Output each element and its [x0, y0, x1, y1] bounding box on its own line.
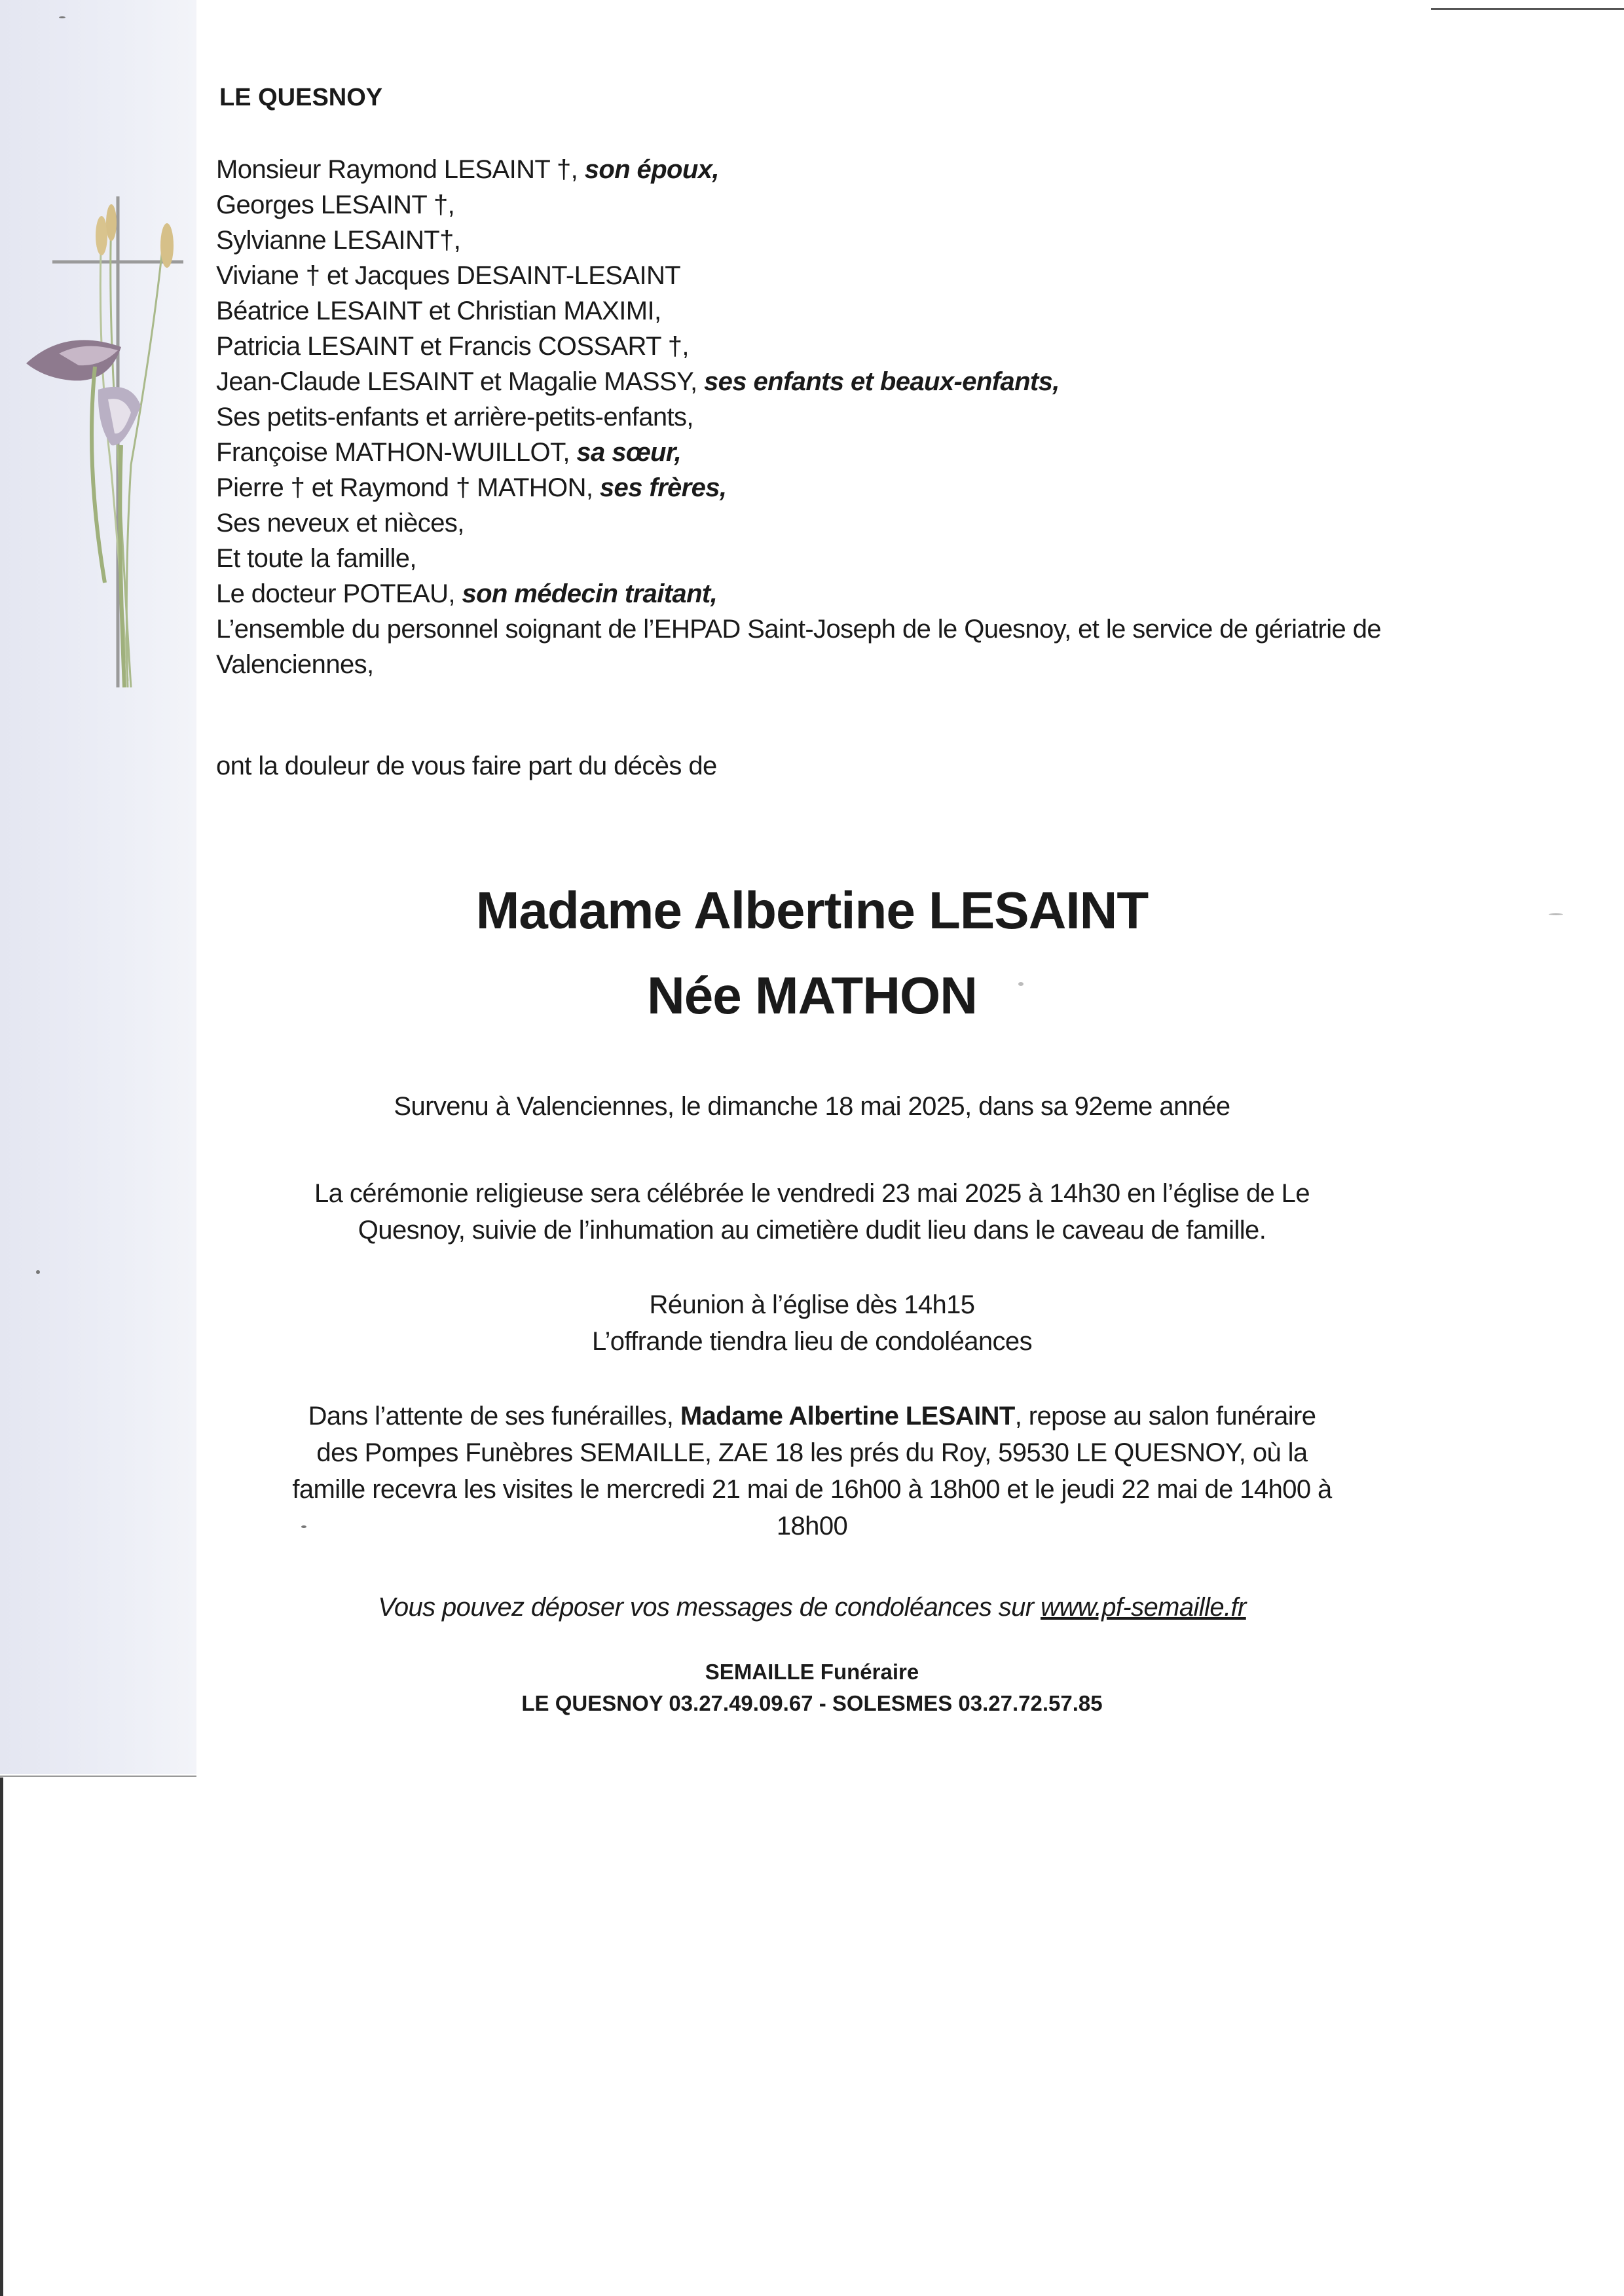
- website-link[interactable]: www.pf-semaille.fr: [1041, 1593, 1246, 1622]
- family-relation: ses enfants et beaux-enfants,: [704, 367, 1060, 396]
- family-member-name: Sylvianne LESAINT†,: [216, 226, 461, 255]
- meeting-line: L’offrande tiendra lieu de condoléances: [592, 1327, 1032, 1356]
- family-list: [216, 152, 1460, 682]
- family-member-name: Pierre † et Raymond † MATHON,: [216, 473, 600, 502]
- ceremony-line: Quesnoy, suivie de l’inhumation au cimetière dudit lieu dans le caveau de famille.: [358, 1216, 1266, 1245]
- family-member-line: [216, 611, 1460, 682]
- scan-artifact-line: [1431, 8, 1624, 10]
- family-member-line: [216, 223, 1460, 258]
- family-member-line: [216, 576, 1460, 611]
- family-member-name: Ses petits-enfants et arrière-petits-enfants,: [216, 403, 693, 431]
- viewing-info: [249, 1398, 1375, 1544]
- scan-artifact-line: [0, 1776, 196, 1777]
- family-relation: son médecin traitant,: [462, 579, 718, 608]
- company-info: [249, 1656, 1375, 1719]
- meeting-info: [249, 1286, 1375, 1360]
- scan-artifact-line: [0, 1777, 3, 2296]
- company-phones: LE QUESNOY 03.27.49.09.67 - SOLESMES 03.27.72.57.85: [521, 1691, 1103, 1715]
- viewing-line: famille recevra les visites le mercredi 21 mai de 16h00 à 18h00 et le jeudi 22 mai de 14h00 à: [292, 1475, 1332, 1504]
- condolences-info: [249, 1589, 1375, 1626]
- family-member-line: [216, 152, 1460, 187]
- family-member-name: Et toute la famille,: [216, 544, 416, 573]
- meeting-line: Réunion à l’église dès 14h15: [649, 1290, 975, 1319]
- family-member-line: [216, 329, 1460, 364]
- family-relation: son époux,: [584, 155, 719, 184]
- family-relation: sa sœur,: [576, 438, 682, 467]
- family-member-name: Ses neveux et nièces,: [216, 509, 464, 538]
- viewing-prefix: Dans l’attente de ses funérailles,: [308, 1402, 680, 1430]
- family-member-line: [216, 293, 1460, 329]
- family-member-name: L’ensemble du personnel soignant de l’EHPAD Saint-Joseph de le Quesnoy, et le service de gériatrie de Valenciennes,: [216, 615, 1382, 679]
- family-member-name: Monsieur Raymond LESAINT †,: [216, 155, 585, 184]
- viewing-suffix: , repose au salon funéraire: [1014, 1402, 1316, 1430]
- viewing-line: [249, 1398, 1375, 1434]
- company-name: SEMAILLE Funéraire: [705, 1660, 919, 1684]
- family-member-line: [216, 505, 1460, 541]
- cross-and-lily-icon: [20, 190, 203, 701]
- family-member-name: Françoise MATHON-WUILLOT,: [216, 438, 577, 467]
- condolences-text: Vous pouvez déposer vos messages de condoléances sur: [378, 1593, 1041, 1622]
- family-member-line: [216, 470, 1460, 505]
- death-info: Survenu à Valenciennes, le dimanche 18 mai 2025, dans sa 92eme année: [394, 1092, 1230, 1121]
- family-member-line: [216, 541, 1460, 576]
- family-member-name: Patricia LESAINT et Francis COSSART †,: [216, 332, 689, 361]
- deceased-name: Madame Albertine LESAINT: [475, 881, 1149, 939]
- family-member-name: Le docteur POTEAU,: [216, 579, 462, 608]
- family-member-line: [216, 399, 1460, 435]
- header-town: LE QUESNOY: [219, 84, 383, 111]
- family-member-name: Jean-Claude LESAINT et Magalie MASSY,: [216, 367, 705, 396]
- family-member-name: Viviane † et Jacques DESAINT-LESAINT: [216, 261, 681, 290]
- family-relation: ses frères,: [599, 473, 727, 502]
- family-member-line: [216, 187, 1460, 223]
- family-member-line: [216, 435, 1460, 470]
- intro-text: ont la douleur de vous faire part du décès de: [216, 752, 717, 780]
- family-member-line: [216, 258, 1460, 293]
- ceremony-line: La cérémonie religieuse sera célébrée le vendredi 23 mai 2025 à 14h30 en l’église de Le: [314, 1179, 1310, 1208]
- viewing-line: des Pompes Funèbres SEMAILLE, ZAE 18 les prés du Roy, 59530 LE QUESNOY, où la: [316, 1438, 1308, 1467]
- family-member-name: Béatrice LESAINT et Christian MAXIMI,: [216, 297, 661, 325]
- family-member-name: Georges LESAINT †,: [216, 191, 455, 219]
- scan-speck: [59, 16, 65, 18]
- viewing-line: 18h00: [776, 1512, 848, 1540]
- scan-speck: [36, 1270, 40, 1274]
- viewing-name: Madame Albertine LESAINT: [680, 1402, 1015, 1430]
- family-member-line: [216, 364, 1460, 399]
- deceased-birth-name: Née MATHON: [646, 966, 978, 1025]
- ceremony-info: [249, 1175, 1375, 1248]
